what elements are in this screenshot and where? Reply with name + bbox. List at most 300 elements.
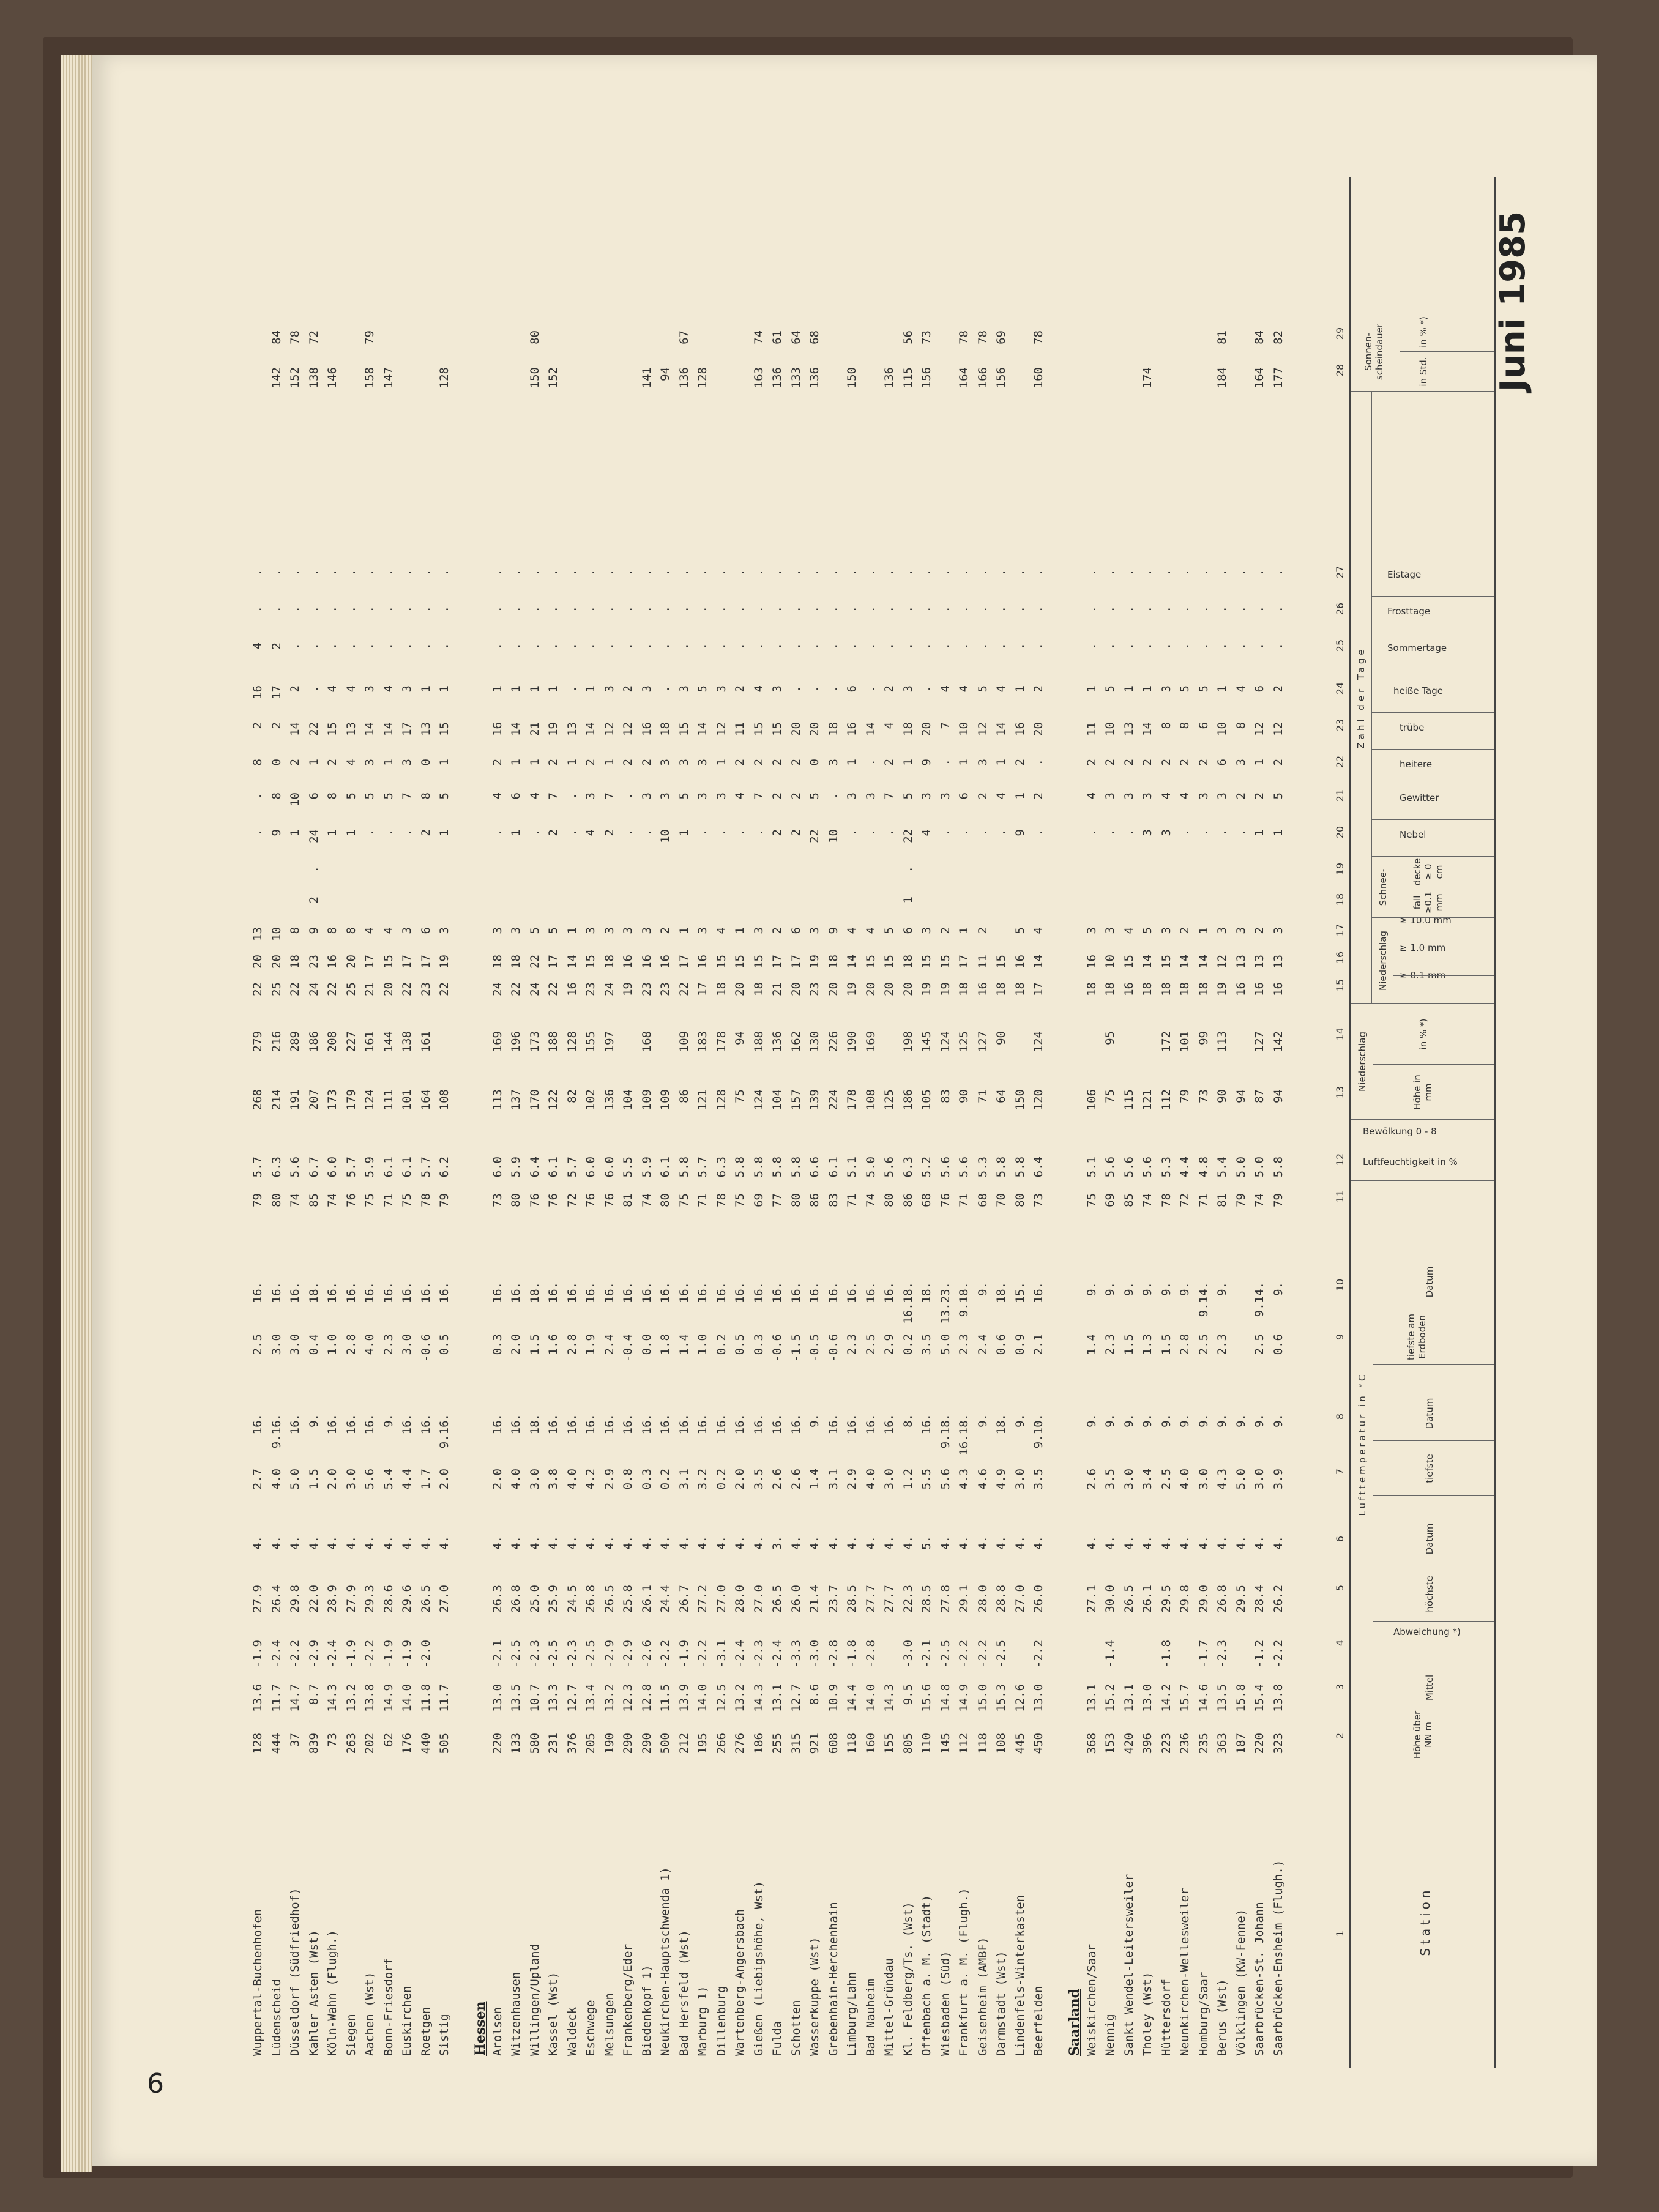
table-cell: 136 (770, 1031, 784, 1052)
table-cell: . (1084, 642, 1098, 650)
table-cell: . (1032, 642, 1045, 650)
table-cell: 27.7 (863, 1585, 878, 1613)
table-cell: 187 (1234, 1733, 1248, 1754)
table-cell: 1 (1196, 927, 1210, 934)
table-cell: 27.9 (344, 1585, 358, 1613)
table-row (1122, 177, 1141, 2068)
table-cell: 12 (714, 722, 728, 736)
table-cell: 16. (677, 1282, 691, 1303)
station-name: Darmstadt (Wst) (994, 1951, 1008, 2056)
table-cell: . (438, 569, 451, 576)
table-cell: . (938, 606, 952, 613)
table-row (584, 177, 602, 2068)
table-cell: 29.8 (1178, 1585, 1191, 1613)
table-cell: 16. (770, 1282, 784, 1303)
table-cell: 7 (882, 792, 896, 800)
table-cell: 178 (845, 1089, 859, 1111)
table-cell: . (845, 829, 859, 836)
table-cell: 16. (565, 1413, 579, 1435)
table-row (1215, 177, 1234, 2068)
table-cell: 2.0 (326, 1469, 339, 1490)
station-name: Kl. Feldberg/Ts. (Wst) (901, 1902, 915, 2056)
table-cell: 14.2 (1159, 1684, 1173, 1712)
table-cell: 1 (565, 927, 579, 934)
table-cell: . (714, 829, 728, 836)
table-cell: 2 (490, 759, 504, 766)
table-cell: 16. (509, 1282, 523, 1303)
table-cell: . (602, 569, 616, 576)
table-cell: 1 (326, 829, 339, 836)
table-cell: 15 (863, 955, 878, 969)
table-cell: 4. (1013, 1536, 1027, 1550)
table-cell: 445 (1013, 1733, 1027, 1754)
station-name: Marburg 1) (696, 1986, 709, 2056)
table-cell: 9 (920, 759, 933, 766)
table-cell: 15 (677, 722, 691, 736)
table-cell: 2.4 (975, 1334, 990, 1355)
table-cell: 6.0 (490, 1156, 504, 1178)
table-cell: 5.6 (288, 1156, 302, 1178)
table-cell: . (1141, 569, 1154, 576)
table-cell: 76 (528, 1193, 542, 1207)
table-cell: . (677, 642, 691, 650)
table-cell: 124 (751, 1089, 766, 1111)
table-cell: 11.5 (658, 1684, 672, 1712)
table-cell: 4. (639, 1536, 654, 1550)
table-cell: 4 (1178, 792, 1191, 800)
table-cell: 105 (920, 1089, 933, 1111)
table-cell: 25 (269, 982, 283, 996)
table-cell: 27.0 (1013, 1585, 1027, 1613)
table-cell: . (1271, 642, 1285, 650)
table-cell: . (528, 829, 542, 836)
table-cell: . (251, 792, 264, 800)
table-cell: . (1196, 569, 1210, 576)
table-cell: . (975, 642, 990, 650)
table-cell: 78 (419, 1193, 433, 1207)
table-cell: 14.3 (882, 1684, 896, 1712)
table-cell: 0.4 (307, 1334, 321, 1355)
table-cell: 4. (602, 1536, 616, 1550)
table-cell: . (882, 606, 896, 613)
table-row (1032, 177, 1050, 2068)
table-cell: 16 (1271, 982, 1285, 996)
table-cell: 8 (269, 792, 283, 800)
table-cell: 109 (658, 1089, 672, 1111)
table-cell: 68 (975, 1193, 990, 1207)
table-cell: . (307, 866, 321, 873)
table-cell: . (1234, 642, 1248, 650)
table-cell: 29.1 (957, 1585, 971, 1613)
table-cell: . (490, 569, 504, 576)
table-cell: 26.8 (584, 1585, 597, 1613)
table-row (326, 177, 344, 2068)
table-cell: 1 (509, 685, 523, 693)
table-cell: . (751, 642, 766, 650)
table-cell: 12 (975, 722, 990, 736)
table-cell: 16. (288, 1282, 302, 1303)
table-cell: 4. (307, 1536, 321, 1550)
station-name: Wuppertal-Buchenhofen (251, 1909, 264, 2056)
table-cell: -2.2 (658, 1640, 672, 1668)
station-name: Bonn-Friesdorf (381, 1957, 395, 2056)
table-cell: 6.1 (826, 1156, 840, 1178)
table-row (288, 177, 307, 2068)
table-cell: . (994, 569, 1008, 576)
table-cell: 13.2 (602, 1684, 616, 1712)
table-cell: -1.8 (1159, 1640, 1173, 1668)
table-cell: 73 (326, 1733, 339, 1747)
table-cell: 142 (269, 367, 283, 389)
table-cell: 130 (808, 1031, 821, 1052)
station-name: Eschwege (584, 2000, 597, 2056)
table-cell: 188 (751, 1031, 766, 1052)
table-cell: 14 (994, 722, 1008, 736)
table-cell: 79 (363, 330, 376, 344)
station-name: Lüdenscheid (269, 1979, 283, 2056)
table-cell: . (490, 829, 504, 836)
table-cell: 216 (269, 1031, 283, 1052)
column-number: 24 (1334, 682, 1346, 695)
table-cell: 12 (1215, 955, 1229, 969)
table-cell: 4 (1234, 685, 1248, 693)
table-cell: 196 (509, 1031, 523, 1052)
table-cell: 16. (546, 1413, 560, 1435)
table-cell: 2 (1032, 792, 1045, 800)
table-cell: 6.3 (269, 1156, 283, 1178)
table-cell: . (658, 685, 672, 693)
table-cell: 4 (1159, 792, 1173, 800)
table-cell: 3.0 (344, 1469, 358, 1490)
table-cell: 3.8 (546, 1469, 560, 1490)
table-cell: 9.5 (901, 1684, 915, 1705)
station-name: Wartenberg-Angersbach (733, 1909, 747, 2056)
table-cell: . (363, 829, 376, 836)
station-name: Bad Hersfeld (Wst) (677, 1930, 691, 2056)
table-cell: 27.1 (1084, 1585, 1098, 1613)
station-name: Weiskirchen/Saar (1084, 1943, 1098, 2056)
table-cell: 16 (565, 982, 579, 996)
table-cell: 8.7 (307, 1684, 321, 1705)
table-cell: -2.1 (920, 1640, 933, 1668)
table-cell: 0.8 (621, 1469, 635, 1490)
table-cell: 27.0 (714, 1585, 728, 1613)
table-cell: 21.4 (808, 1585, 821, 1613)
table-cell: 290 (621, 1733, 635, 1754)
table-row (658, 177, 677, 2068)
station-name: Wasserkuppe (Wst) (808, 1937, 821, 2056)
table-cell: 10 (269, 927, 283, 941)
table-cell: 3 (1084, 927, 1098, 934)
table-cell: 22 (438, 982, 451, 996)
table-cell: . (808, 685, 821, 693)
column-number: 26 (1334, 602, 1346, 616)
table-cell: 186 (307, 1031, 321, 1052)
table-cell: . (845, 606, 859, 613)
table-cell: 16. (845, 1282, 859, 1303)
table-cell: 29.5 (1159, 1585, 1173, 1613)
table-cell: 5.7 (419, 1156, 433, 1178)
table-cell: 4 (845, 927, 859, 934)
table-cell: 6 (1196, 722, 1210, 729)
table-cell: 9. (1271, 1282, 1285, 1296)
table-cell: 608 (826, 1733, 840, 1754)
table-cell: 18. (307, 1282, 321, 1303)
table-cell: 29.0 (1196, 1585, 1210, 1613)
table-cell: 2 (1159, 759, 1173, 766)
table-cell: 112 (1159, 1089, 1173, 1111)
table-cell: . (975, 606, 990, 613)
table-cell: 15 (714, 955, 728, 969)
station-name: Neunkirchen-Wellesweiler (1178, 1888, 1191, 2056)
table-cell: . (1141, 606, 1154, 613)
table-cell: 4.3 (957, 1469, 971, 1490)
table-cell: 14 (381, 722, 395, 736)
table-cell: . (1196, 642, 1210, 650)
table-cell: 3 (863, 792, 878, 800)
column-number: 19 (1334, 862, 1346, 876)
table-cell: 80 (1013, 1193, 1027, 1207)
table-cell: 3 (714, 792, 728, 800)
table-cell: 26.5 (770, 1585, 784, 1613)
table-cell: 16. (696, 1282, 709, 1303)
table-cell: 8 (288, 927, 302, 934)
table-cell: -2.2 (288, 1640, 302, 1668)
table-cell: 12 (602, 722, 616, 736)
table-cell: 80 (658, 1193, 672, 1207)
table-cell: 19 (920, 982, 933, 996)
table-cell: -2.5 (584, 1640, 597, 1668)
table-cell: 1 (1013, 792, 1027, 800)
table-cell: . (863, 642, 878, 650)
table-cell: 13 (1271, 955, 1285, 969)
table-cell: 4 (920, 829, 933, 836)
table-cell: 113 (1215, 1031, 1229, 1052)
table-cell: 128 (438, 367, 451, 389)
table-cell: 15 (1122, 955, 1136, 969)
table-cell: 5.7 (565, 1156, 579, 1178)
table-cell: 4 (733, 792, 747, 800)
table-cell: . (509, 569, 523, 576)
table-cell: 13 (565, 722, 579, 736)
table-cell: 13.0 (1141, 1684, 1154, 1712)
table-cell: 137 (509, 1089, 523, 1111)
table-cell: 78 (714, 1193, 728, 1207)
table-cell: -1.9 (677, 1640, 691, 1668)
table-cell: 7 (602, 792, 616, 800)
table-cell: 14.4 (845, 1684, 859, 1712)
table-cell: 3 (1196, 792, 1210, 800)
table-cell: . (808, 642, 821, 650)
table-row (845, 177, 863, 2068)
table-cell: 4 (381, 927, 395, 934)
table-cell: 4 (1032, 927, 1045, 934)
table-cell: 161 (363, 1031, 376, 1052)
table-cell: 80 (269, 1193, 283, 1207)
table-cell: 268 (251, 1089, 264, 1111)
table-cell: 74 (751, 330, 766, 344)
station-name: Hüttersdorf (1159, 1979, 1173, 2056)
table-cell: 83 (938, 1089, 952, 1103)
table-cell: 155 (584, 1031, 597, 1052)
table-cell: 4.0 (363, 1334, 376, 1355)
station-name: Düsseldorf (Südfriedhof) (288, 1888, 302, 2056)
table-cell: . (957, 569, 971, 576)
table-cell: 61 (770, 330, 784, 344)
table-cell: 71 (1196, 1193, 1210, 1207)
table-cell: 28.0 (975, 1585, 990, 1613)
table-cell: 18 (1084, 982, 1098, 996)
table-cell: 3 (1234, 927, 1248, 934)
table-row (939, 177, 957, 2068)
table-cell: 3.4 (1141, 1469, 1154, 1490)
table-cell: 16. (882, 1282, 896, 1303)
table-cell: -3.3 (789, 1640, 803, 1668)
table-cell: . (1103, 642, 1117, 650)
table-cell: 23 (307, 955, 321, 969)
table-cell: 136 (882, 367, 896, 389)
table-cell: 18 (1159, 982, 1173, 996)
table-cell: . (920, 642, 933, 650)
table-cell: 4. (677, 1536, 691, 1550)
table-cell: 164 (957, 367, 971, 389)
table-cell: 20 (901, 982, 915, 996)
table-cell: 18 (751, 982, 766, 996)
table-cell: 15 (882, 955, 896, 969)
table-cell: . (1032, 569, 1045, 576)
table-cell: 0.6 (1271, 1334, 1285, 1355)
table-cell: 173 (528, 1031, 542, 1052)
table-cell: . (1122, 642, 1136, 650)
table-cell: 4. (882, 1536, 896, 1550)
table-row (251, 177, 269, 2068)
table-cell: 2.8 (1178, 1334, 1191, 1355)
table-cell: 4 (584, 829, 597, 836)
table-cell: . (882, 569, 896, 576)
table-cell: . (714, 606, 728, 613)
table-cell: 3 (602, 685, 616, 693)
column-number: 6 (1334, 1535, 1346, 1543)
table-cell: 17 (677, 955, 691, 969)
table-cell: 15 (994, 955, 1008, 969)
table-cell: . (696, 606, 709, 613)
table-row (307, 177, 326, 2068)
table-cell: 15 (938, 955, 952, 969)
table-cell: 8.6 (808, 1684, 821, 1705)
table-cell: . (751, 829, 766, 836)
table-cell: 79 (1178, 1089, 1191, 1103)
table-cell: 9. (1122, 1413, 1136, 1428)
table-cell: 16. (845, 1413, 859, 1435)
table-cell: 16. (363, 1413, 376, 1435)
table-cell: 3 (696, 759, 709, 766)
table-cell: 5.6 (1141, 1156, 1154, 1178)
table-cell: 90 (957, 1089, 971, 1103)
table-cell: 805 (901, 1733, 915, 1754)
table-cell: 87 (1253, 1089, 1266, 1103)
table-cell: 1 (438, 685, 451, 693)
table-cell: 75 (733, 1089, 747, 1103)
table-cell: 5.1 (1084, 1156, 1098, 1178)
table-cell: 19 (1215, 982, 1229, 996)
table-cell: -1.9 (344, 1640, 358, 1668)
table-cell: 3.5 (1103, 1469, 1117, 1490)
table-cell: . (826, 569, 840, 576)
table-cell: . (251, 606, 264, 613)
table-cell: 127 (975, 1031, 990, 1052)
table-cell: 2.1 (1032, 1334, 1045, 1355)
table-cell: 4 (528, 792, 542, 800)
table-cell: 24 (528, 982, 542, 996)
table-cell: 6 (901, 927, 915, 934)
table-cell: 19 (938, 982, 952, 996)
table-cell: 4.3 (1215, 1469, 1229, 1490)
column-number: 17 (1334, 923, 1346, 937)
table-cell: 76 (602, 1193, 616, 1207)
station-name: Witzenhausen (509, 1972, 523, 2056)
table-cell: 179 (344, 1089, 358, 1111)
table-cell: 26.4 (269, 1585, 283, 1613)
table-cell: 2.4 (602, 1334, 616, 1355)
table-cell: 3 (1103, 792, 1117, 800)
table-cell: 28.5 (845, 1585, 859, 1613)
table-cell: 4.9 (994, 1469, 1008, 1490)
table-row (1013, 177, 1032, 2068)
table-cell: 4.0 (269, 1469, 283, 1490)
table-cell: 2 (1271, 759, 1285, 766)
table-cell: 150 (845, 367, 859, 389)
table-cell: . (565, 685, 579, 693)
station-name: Beerfelden (1032, 1986, 1045, 2056)
table-cell: 16. (789, 1282, 803, 1303)
table-cell: 16. (400, 1413, 414, 1435)
table-cell: 0.2 (714, 1469, 728, 1490)
table-cell: 1 (1215, 685, 1229, 693)
table-cell: 3 (845, 792, 859, 800)
table-cell: 23 (658, 982, 672, 996)
table-cell: 5 (677, 792, 691, 800)
table-cell: 2.0 (509, 1334, 523, 1355)
table-cell: 1.0 (326, 1334, 339, 1355)
table-cell: 11.8 (419, 1684, 433, 1712)
table-row (640, 177, 658, 2068)
table-cell: 14 (584, 722, 597, 736)
table-cell: -2.3 (528, 1640, 542, 1668)
table-cell: 133 (509, 1733, 523, 1754)
table-cell: 9. (1215, 1282, 1229, 1296)
table-cell: 14 (845, 955, 859, 969)
table-cell: 6 (957, 792, 971, 800)
table-cell: 124 (1032, 1031, 1045, 1052)
table-cell: 16. (733, 1413, 747, 1435)
table-cell: -1.7 (1196, 1640, 1210, 1668)
table-cell: 6.6 (808, 1156, 821, 1178)
table-cell: 155 (882, 1733, 896, 1754)
table-cell: . (920, 569, 933, 576)
table-cell: 111 (381, 1089, 395, 1111)
table-cell: 6.0 (602, 1156, 616, 1178)
table-cell: 14.7 (288, 1684, 302, 1712)
table-cell: 2 (288, 759, 302, 766)
table-cell: 1 (546, 685, 560, 693)
table-cell: . (1159, 642, 1173, 650)
table-cell: 227 (344, 1031, 358, 1052)
table-cell: 5.4 (1215, 1156, 1229, 1178)
table-cell: . (438, 642, 451, 650)
table-cell: 68 (808, 330, 821, 344)
table-cell: 5 (1141, 927, 1154, 934)
table-cell: . (658, 569, 672, 576)
